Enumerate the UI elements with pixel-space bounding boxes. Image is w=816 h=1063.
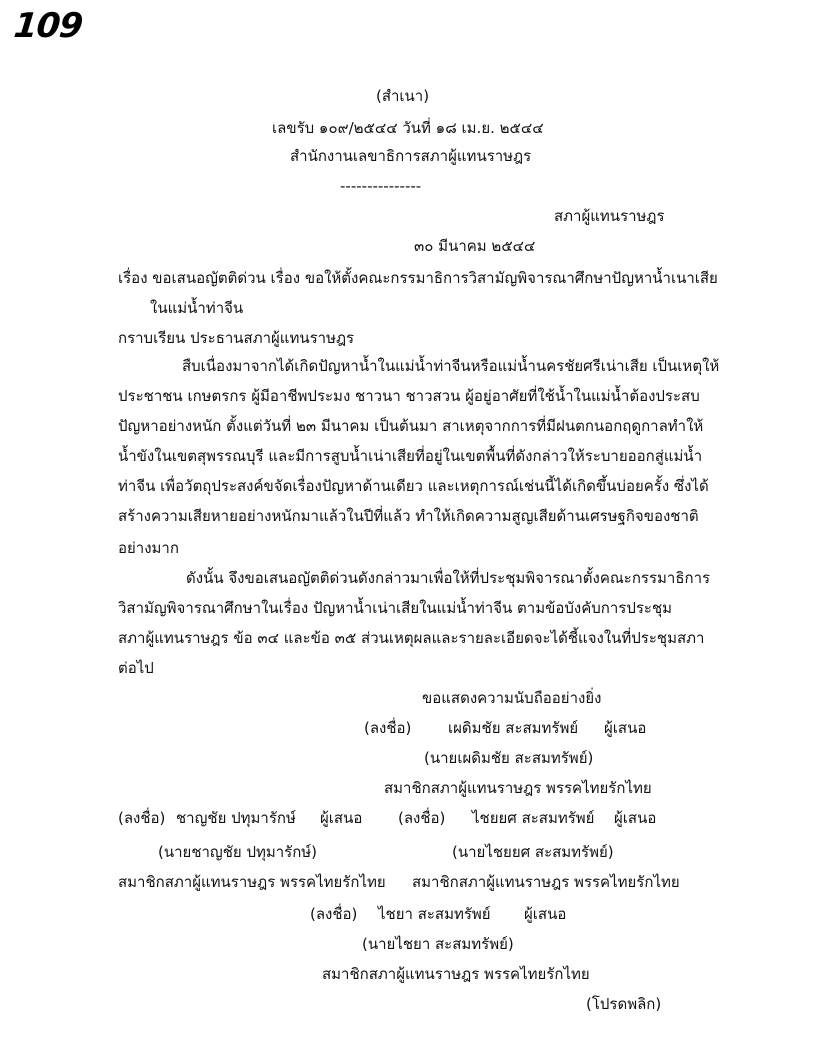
paragraph1-line: สืบเนื่องมาจากได้เกิดปัญหาน้ำในแม่น้ำท่าจีนหรือแม่น้ำนครชัยศรีเน่าเสีย เป็นเหตุให้ (182, 357, 720, 375)
left-signer-position: สมาชิกสภาผู้แทนราษฎร พรรคไทยรักไทย (118, 873, 386, 891)
paragraph1-line: ท่าจีน เพื่อวัตถุประสงค์ขจัดเรื่องปัญหาด้านเดียว และเหตุการณ์เช่นนี้ได้เกิดขึ้นบ่อยครั้ง ซึ่งได้ (118, 477, 709, 495)
salutation: กราบเรียน ประธานสภาผู้แทนราษฎร (118, 329, 355, 347)
office-name: สำนักงานเลขาธิการสภาผู้แทนราษฎร (290, 147, 532, 165)
paragraph2-line: ต่อไป (118, 659, 154, 677)
main-sign-label: (ลงชื่อ) (364, 719, 412, 737)
left-signer-full-name: (นายชาญชัย ปทุมารักษ์) (158, 843, 318, 861)
left-signer-name: ชาญชัย ปทุมารักษ์ (176, 809, 296, 827)
copy-label: (สำเนา) (376, 87, 430, 105)
main-signer-position: สมาชิกสภาผู้แทนราษฎร พรรคไทยรักไทย (384, 779, 652, 797)
paragraph1-line: อย่างมาก (118, 539, 179, 557)
right-signer-name: ไชยยศ สะสมทรัพย์ (472, 809, 595, 827)
left-sign-label: (ลงชื่อ) (118, 809, 166, 827)
paragraph1-line: ประชาชน เกษตรกร ผู้มีอาชีพประมง ชาวนา ชาวสวน ผู้อยู่อาศัยที่ใช้น้ำในแม่น้ำต้องประสบ (118, 387, 700, 405)
paragraph1-line: น้ำขังในเขตสุพรรณบุรี และมีการสูบน้ำเน่าเสียที่อยู่ในเขตพื้นที่ดังกล่าวให้ระบายออกสู่แม่น้ำ (118, 447, 703, 465)
left-signer-role: ผู้เสนอ (320, 809, 363, 827)
letter-date: ๓๐ มีนาคม ๒๕๔๔ (414, 237, 536, 255)
right-signer-position: สมาชิกสภาผู้แทนราษฎร พรรคไทยรักไทย (412, 873, 680, 891)
header-separator: --------------- (340, 177, 422, 195)
right-signer-full-name: (นายไชยยศ สะสมทรัพย์) (452, 843, 614, 861)
bottom-signer-name: ไชยา สะสมทรัพย์ (378, 905, 491, 923)
main-signer-full-name: (นายเผดิมชัย สะสมทรัพย์) (424, 749, 594, 767)
bottom-signer-full-name: (นายไชยา สะสมทรัพย์) (362, 935, 514, 953)
bottom-sign-label: (ลงชื่อ) (310, 905, 358, 923)
paragraph1-line: ปัญหาอย่างหนัก ตั้งแต่วันที่ ๒๓ มีนาคม เป็นต้นมา สาเหตุจากการที่มีฝนตกนอกฤดูกาลทำให้ (118, 417, 704, 435)
handwritten-page-number: 109 (11, 6, 85, 46)
right-sign-label: (ลงชื่อ) (398, 809, 446, 827)
closing: ขอแสดงความนับถืออย่างยิ่ง (422, 689, 602, 707)
please-turn-over: (โปรดพลิก) (586, 995, 662, 1013)
receipt-line: เลขรับ ๑๐๙/๒๕๔๔ วันที่ ๑๘ เม.ย. ๒๕๔๔ (272, 119, 544, 137)
right-signer-role: ผู้เสนอ (614, 809, 657, 827)
bottom-signer-position: สมาชิกสภาผู้แทนราษฎร พรรคไทยรักไทย (322, 965, 590, 983)
subject-line-2: ในแม่น้ำท่าจีน (150, 299, 244, 317)
paragraph2-line: วิสามัญพิจารณาศึกษาในเรื่อง ปัญหาน้ำเน่าเสียในแม่น้ำท่าจีน ตามข้อบังคับการประชุม (118, 599, 673, 617)
paragraph2-line: สภาผู้แทนราษฎร ข้อ ๓๔ และข้อ ๓๕ ส่วนเหตุผลและรายละเอียดจะได้ชี้แจงในที่ประชุมสภา (118, 629, 705, 647)
bottom-signer-role: ผู้เสนอ (524, 905, 567, 923)
paragraph1-line: สร้างความเสียหายอย่างหนักมาแล้วในปีที่แล้ว ทำให้เกิดความสูญเสียด้านเศรษฐกิจของชาติ (118, 507, 699, 525)
subject-line-1: เรื่อง ขอเสนอญัตติด่วน เรื่อง ขอให้ตั้งคณะกรรมาธิการวิสามัญพิจารณาศึกษาปัญหาน้ำเนาเสีย (118, 269, 718, 287)
main-signer-role: ผู้เสนอ (604, 719, 647, 737)
sender-org: สภาผู้แทนราษฎร (554, 207, 665, 225)
paragraph2-line: ดังนั้น จึงขอเสนอญัตติด่วนดังกล่าวมาเพื่อให้ที่ประชุมพิจารณาตั้งคณะกรรมาธิการ (186, 569, 711, 587)
main-signer-name: เผดิมชัย สะสมทรัพย์ (448, 719, 579, 737)
